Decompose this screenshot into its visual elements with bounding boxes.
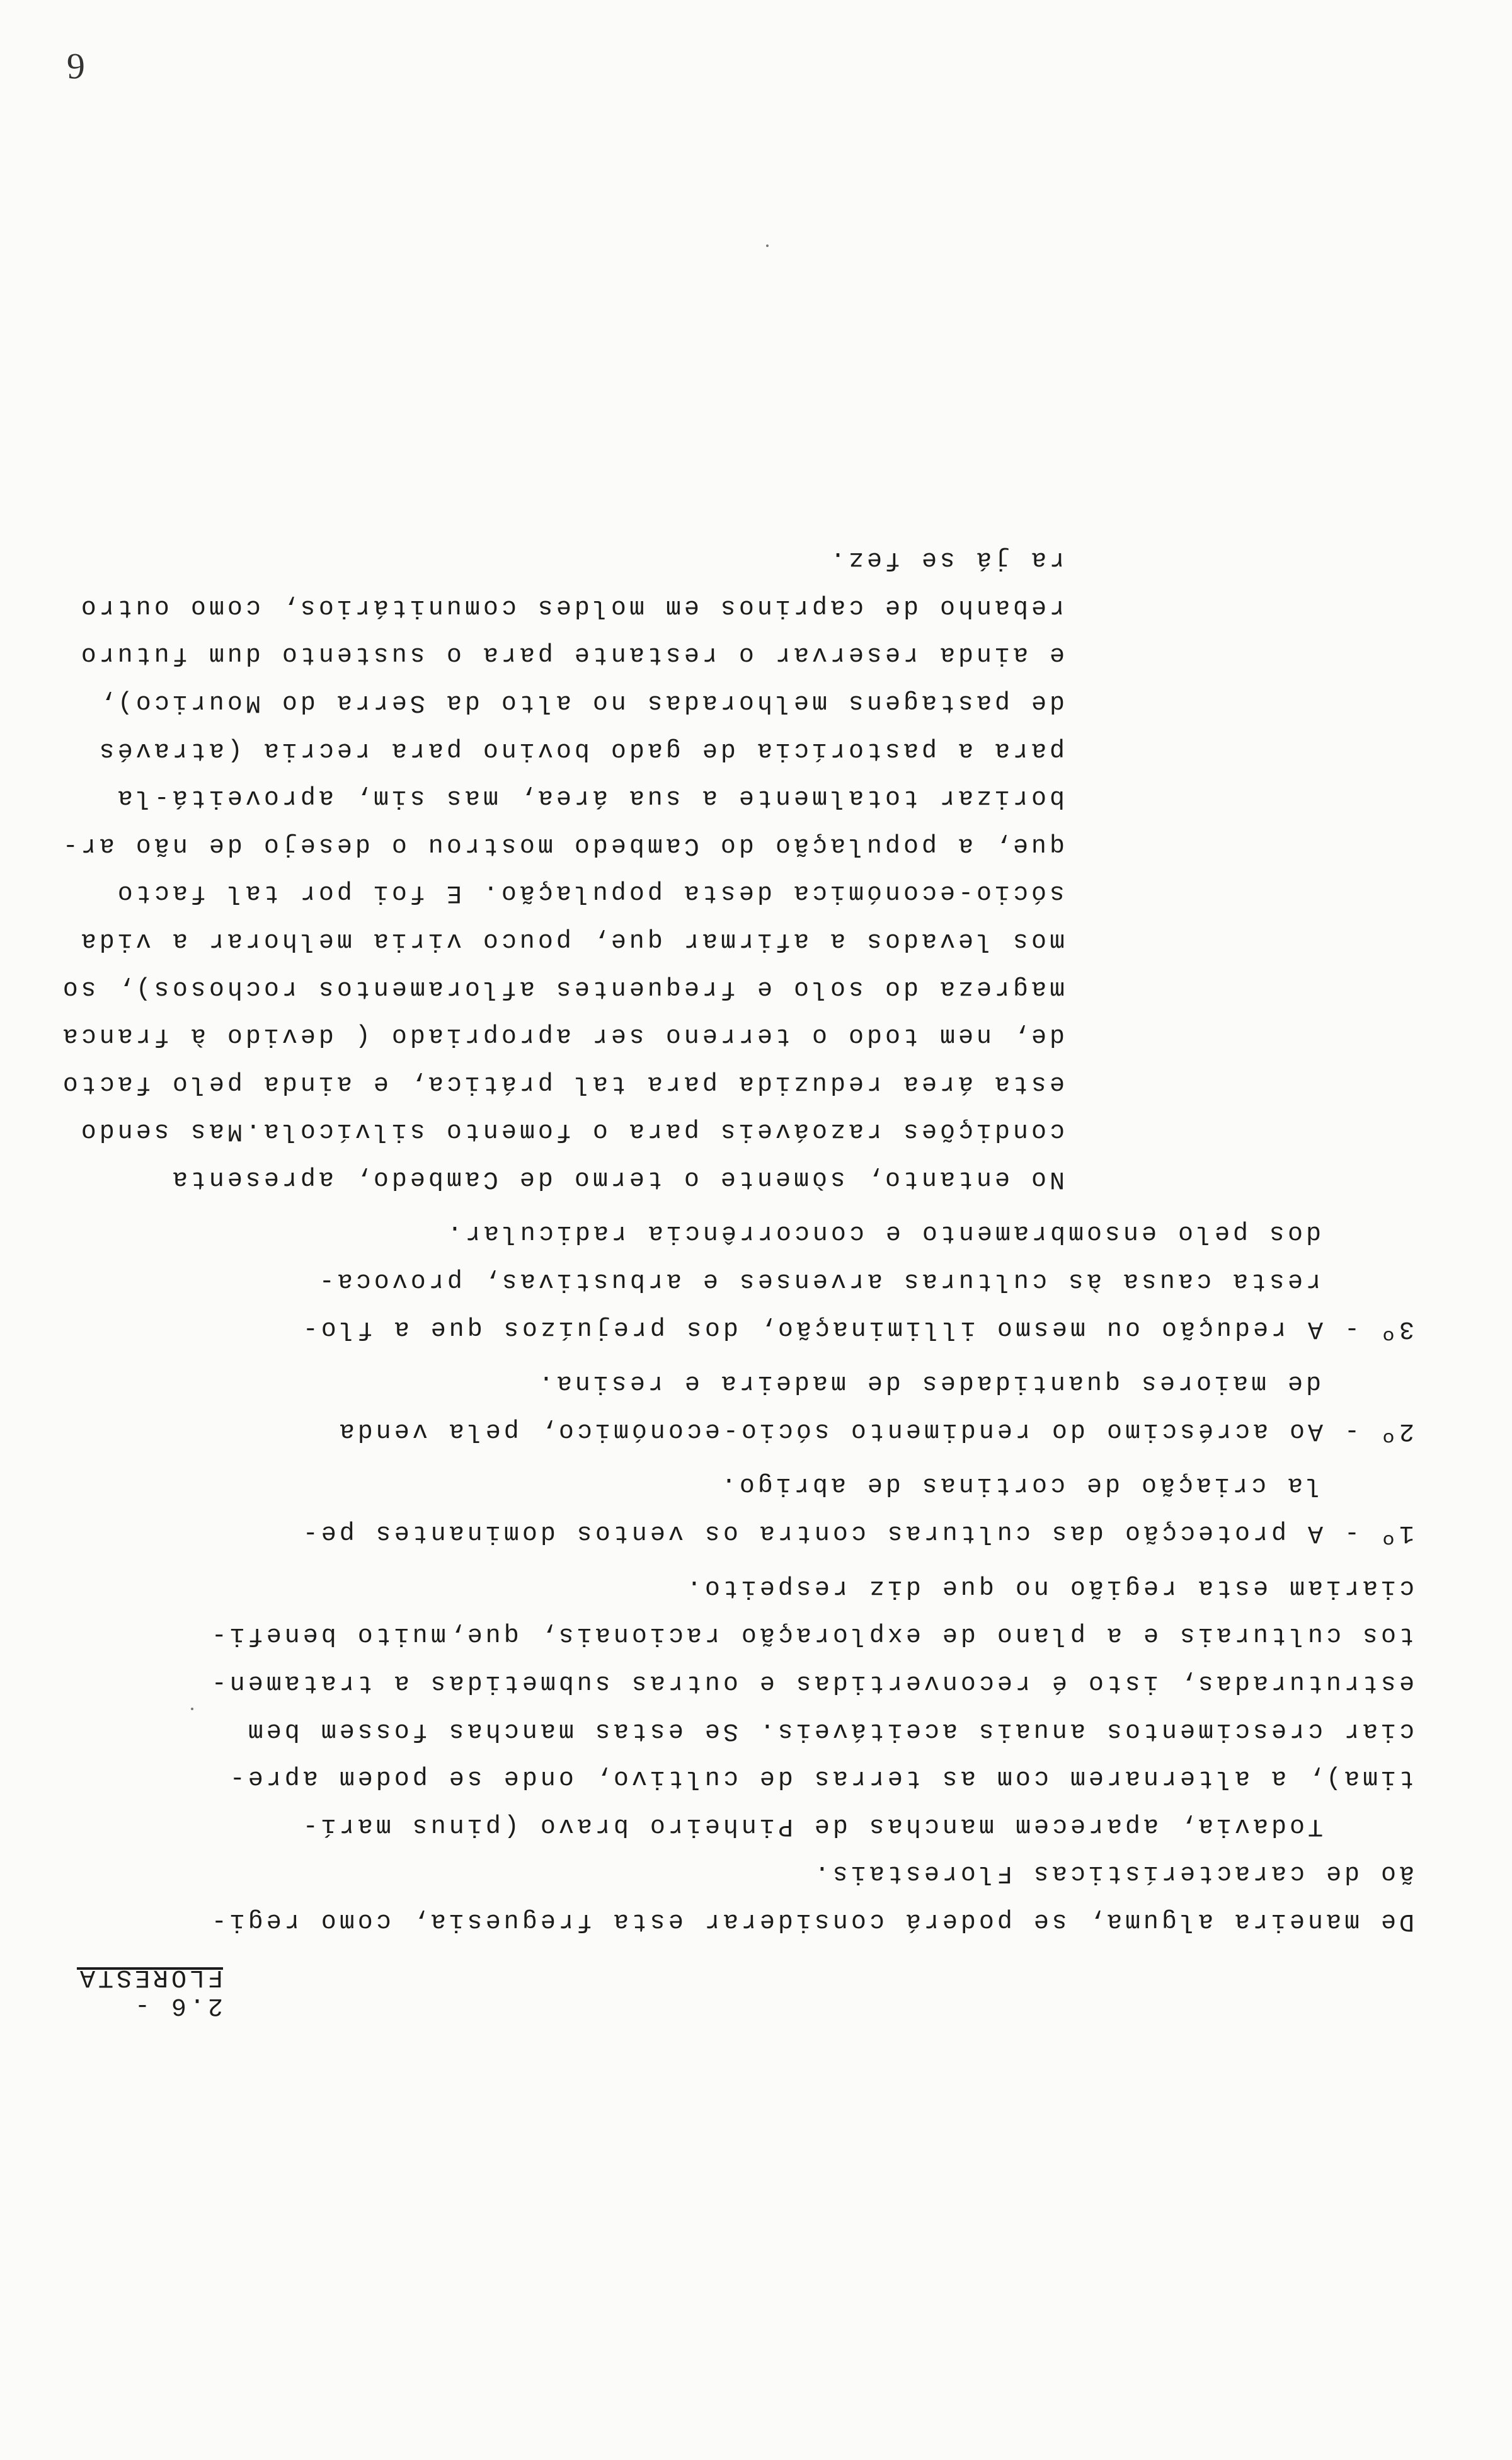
text-line: ra já se fez. [827,545,1065,573]
text-line: resta causa às culturas arvenses e arbustivas, provoca- [316,1267,1321,1295]
text-line: esta área reduzida para tal prática, e ainda pelo facto [59,1069,1065,1098]
text-line: la criação de cortinas de abrigo. [718,1471,1321,1499]
text-line: de, nem todo o terreno ser apropriado ( devido à franca [59,1021,1065,1050]
section-title: FLORESTA [76,1963,223,1991]
text-line: e ainda reservar o restante para o sustento dum futuro [77,640,1065,669]
text-line: borizar totalmente a sua área, mas sim, aproveitá-la [114,783,1065,812]
page-number: 6 [67,46,85,87]
text-line: para a pastorícia de gado bovino para recria (através [96,736,1065,764]
section-heading [77,1934,296,2048]
text-line: tos culturais e a plano de exploração racionais, que,muito benefi- [208,1621,1414,1649]
text-line: dos pelo ensombramento e concorrência radicular. [444,1219,1321,1247]
text-line: sócio-económica desta população. E foi por tal facto [114,878,1065,907]
ink-speck [766,244,769,247]
text-line: 2º - Ao acréscimo do rendimento sócio-económico, pela venda [336,1417,1414,1445]
text-line: 1º - A protecção das culturas contra os ventos dominantes pe- [299,1519,1414,1547]
text-line: tima), a alternarem com as terras de cultivo, onde se podem apre- [226,1764,1414,1792]
text-line: Todavia, aparecem manchas de Pinheiro bravo (pinus marí- [299,1812,1323,1840]
section-number: 2.6 - [131,1991,223,2020]
text-line: No entanto, sòmente o termo de Cambedo, apresenta [169,1164,1065,1193]
text-line: De maneira alguma, se poderá considerar esta freguesia, como regi- [208,1907,1414,1935]
text-line: mos levados a afirmar que, pouco viria melhorar a vida [77,926,1065,955]
text-line: rebanho de caprinos em moldes comunitários, como outro [77,593,1065,621]
text-line: 3º - A redução ou mesmo illiminação, dos prejuízos que a flo- [299,1314,1414,1343]
text-line: condições razoáveis para o fomento silvícola.Mas sendo [77,1117,1065,1145]
text-line: de maiores quantidades de madeira e resina. [535,1369,1321,1397]
ink-speck [191,1708,193,1710]
text-line: que, a população do Cambedo mostrou o desejo de não ar- [59,831,1065,859]
text-line: de pastagens melhoradas no alto da Serra do Mourico), [96,688,1065,716]
text-line: estruturadas, isto é reconvertidas e outras submetidas a tratamen- [208,1669,1414,1697]
text-line: ão de características Florestais. [811,1859,1414,1887]
text-line: ciar crescimentos anuais aceitáveis. Se estas manchas fossem bem [244,1716,1414,1745]
body-text [59,545,1414,1935]
text-line: ciariam esta região no que diz respeito. [683,1573,1414,1602]
text-line: magreza do solo e frequentes afloramentos rochosos), so [59,974,1065,1003]
